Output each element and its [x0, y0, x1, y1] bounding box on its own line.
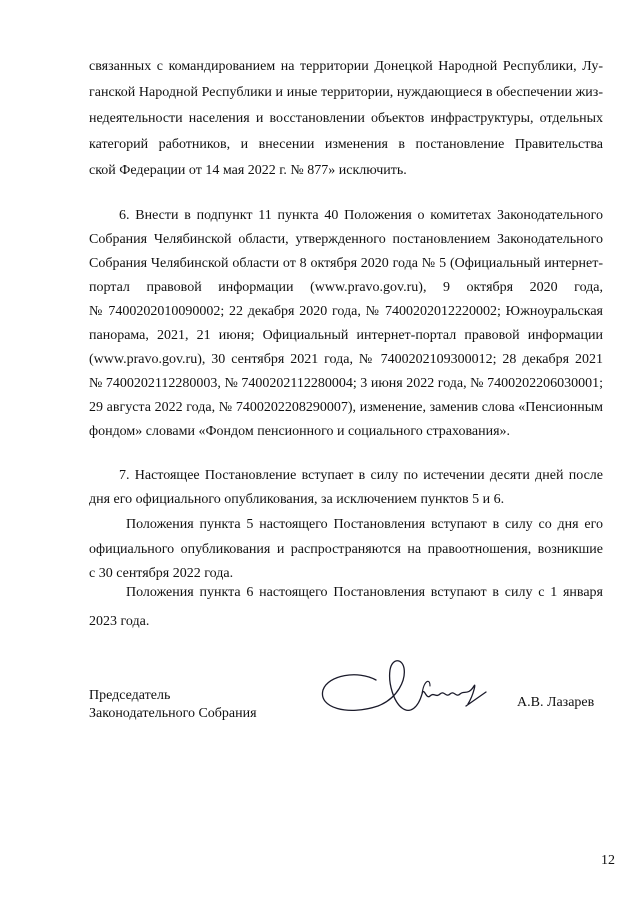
text-line: 7. Настоящее Постановление вступает в силу по истечении десяти дней после	[119, 468, 603, 483]
signer-title-line1: Председатель	[89, 688, 171, 703]
text-line: категорий работников, и внесении изменения в постановление Правительства	[89, 137, 603, 152]
text-line: официального опубликования и распространяются на правоотношения, возникшие	[89, 542, 603, 557]
page-number: 12	[601, 853, 615, 868]
text-line: недеятельности населения и восстановлении объектов инфраструктуры, отдельных	[89, 111, 603, 126]
text-line: (www.pravo.gov.ru), 30 сентября 2021 года, № 7400202109300012; 28 декабря 2021	[89, 352, 603, 367]
text-line: № 7400202112280003, № 7400202112280004; 3 июня 2022 года, № 7400202206030001;	[89, 376, 603, 391]
text-line: № 7400202010090002; 22 декабря 2020 года, № 7400202012220002; Южноуральская	[89, 304, 603, 319]
text-line: Положения пункта 6 настоящего Постановления вступают в силу с 1 января	[126, 585, 603, 600]
text-line: 29 августа 2022 года, № 7400202208290007), изменение, заменив слова «Пенсионным	[89, 400, 603, 415]
text-line: Собрания Челябинской области, утвержденного постановлением Законодательного	[89, 232, 603, 247]
text-line: панорама, 2021, 21 июня; Официальный интернет-портал правовой информации	[89, 328, 603, 343]
text-line: фондом» словами «Фондом пенсионного и социального страхования».	[89, 424, 511, 439]
text-line: дня его официального опубликования, за исключением пунктов 5 и 6.	[89, 492, 505, 507]
signer-name: А.В. Лазарев	[517, 695, 595, 710]
text-line: Положения пункта 5 настоящего Постановления вступают в силу со дня его	[126, 517, 603, 532]
signer-title-line2: Законодательного Собрания	[89, 706, 257, 721]
text-line: ганской Народной Республики и иные территории, нуждающиеся в обеспечении жиз-	[89, 85, 603, 100]
text-line: 6. Внести в подпункт 11 пункта 40 Положения о комитетах Законодательного	[119, 208, 603, 223]
handwritten-signature	[318, 650, 518, 730]
text-line: портал правовой информации (www.pravo.gov.ru), 9 октября 2020 года,	[89, 280, 603, 295]
text-line: 2023 года.	[89, 614, 150, 629]
text-line: Собрания Челябинской области от 8 октября 2020 года № 5 (Официальный интернет-	[89, 256, 603, 271]
text-line: с 30 сентября 2022 года.	[89, 566, 234, 581]
text-line: ской Федерации от 14 мая 2022 г. № 877» исключить.	[89, 163, 407, 178]
text-line: связанных с командированием на территории Донецкой Народной Республики, Лу-	[89, 59, 603, 74]
